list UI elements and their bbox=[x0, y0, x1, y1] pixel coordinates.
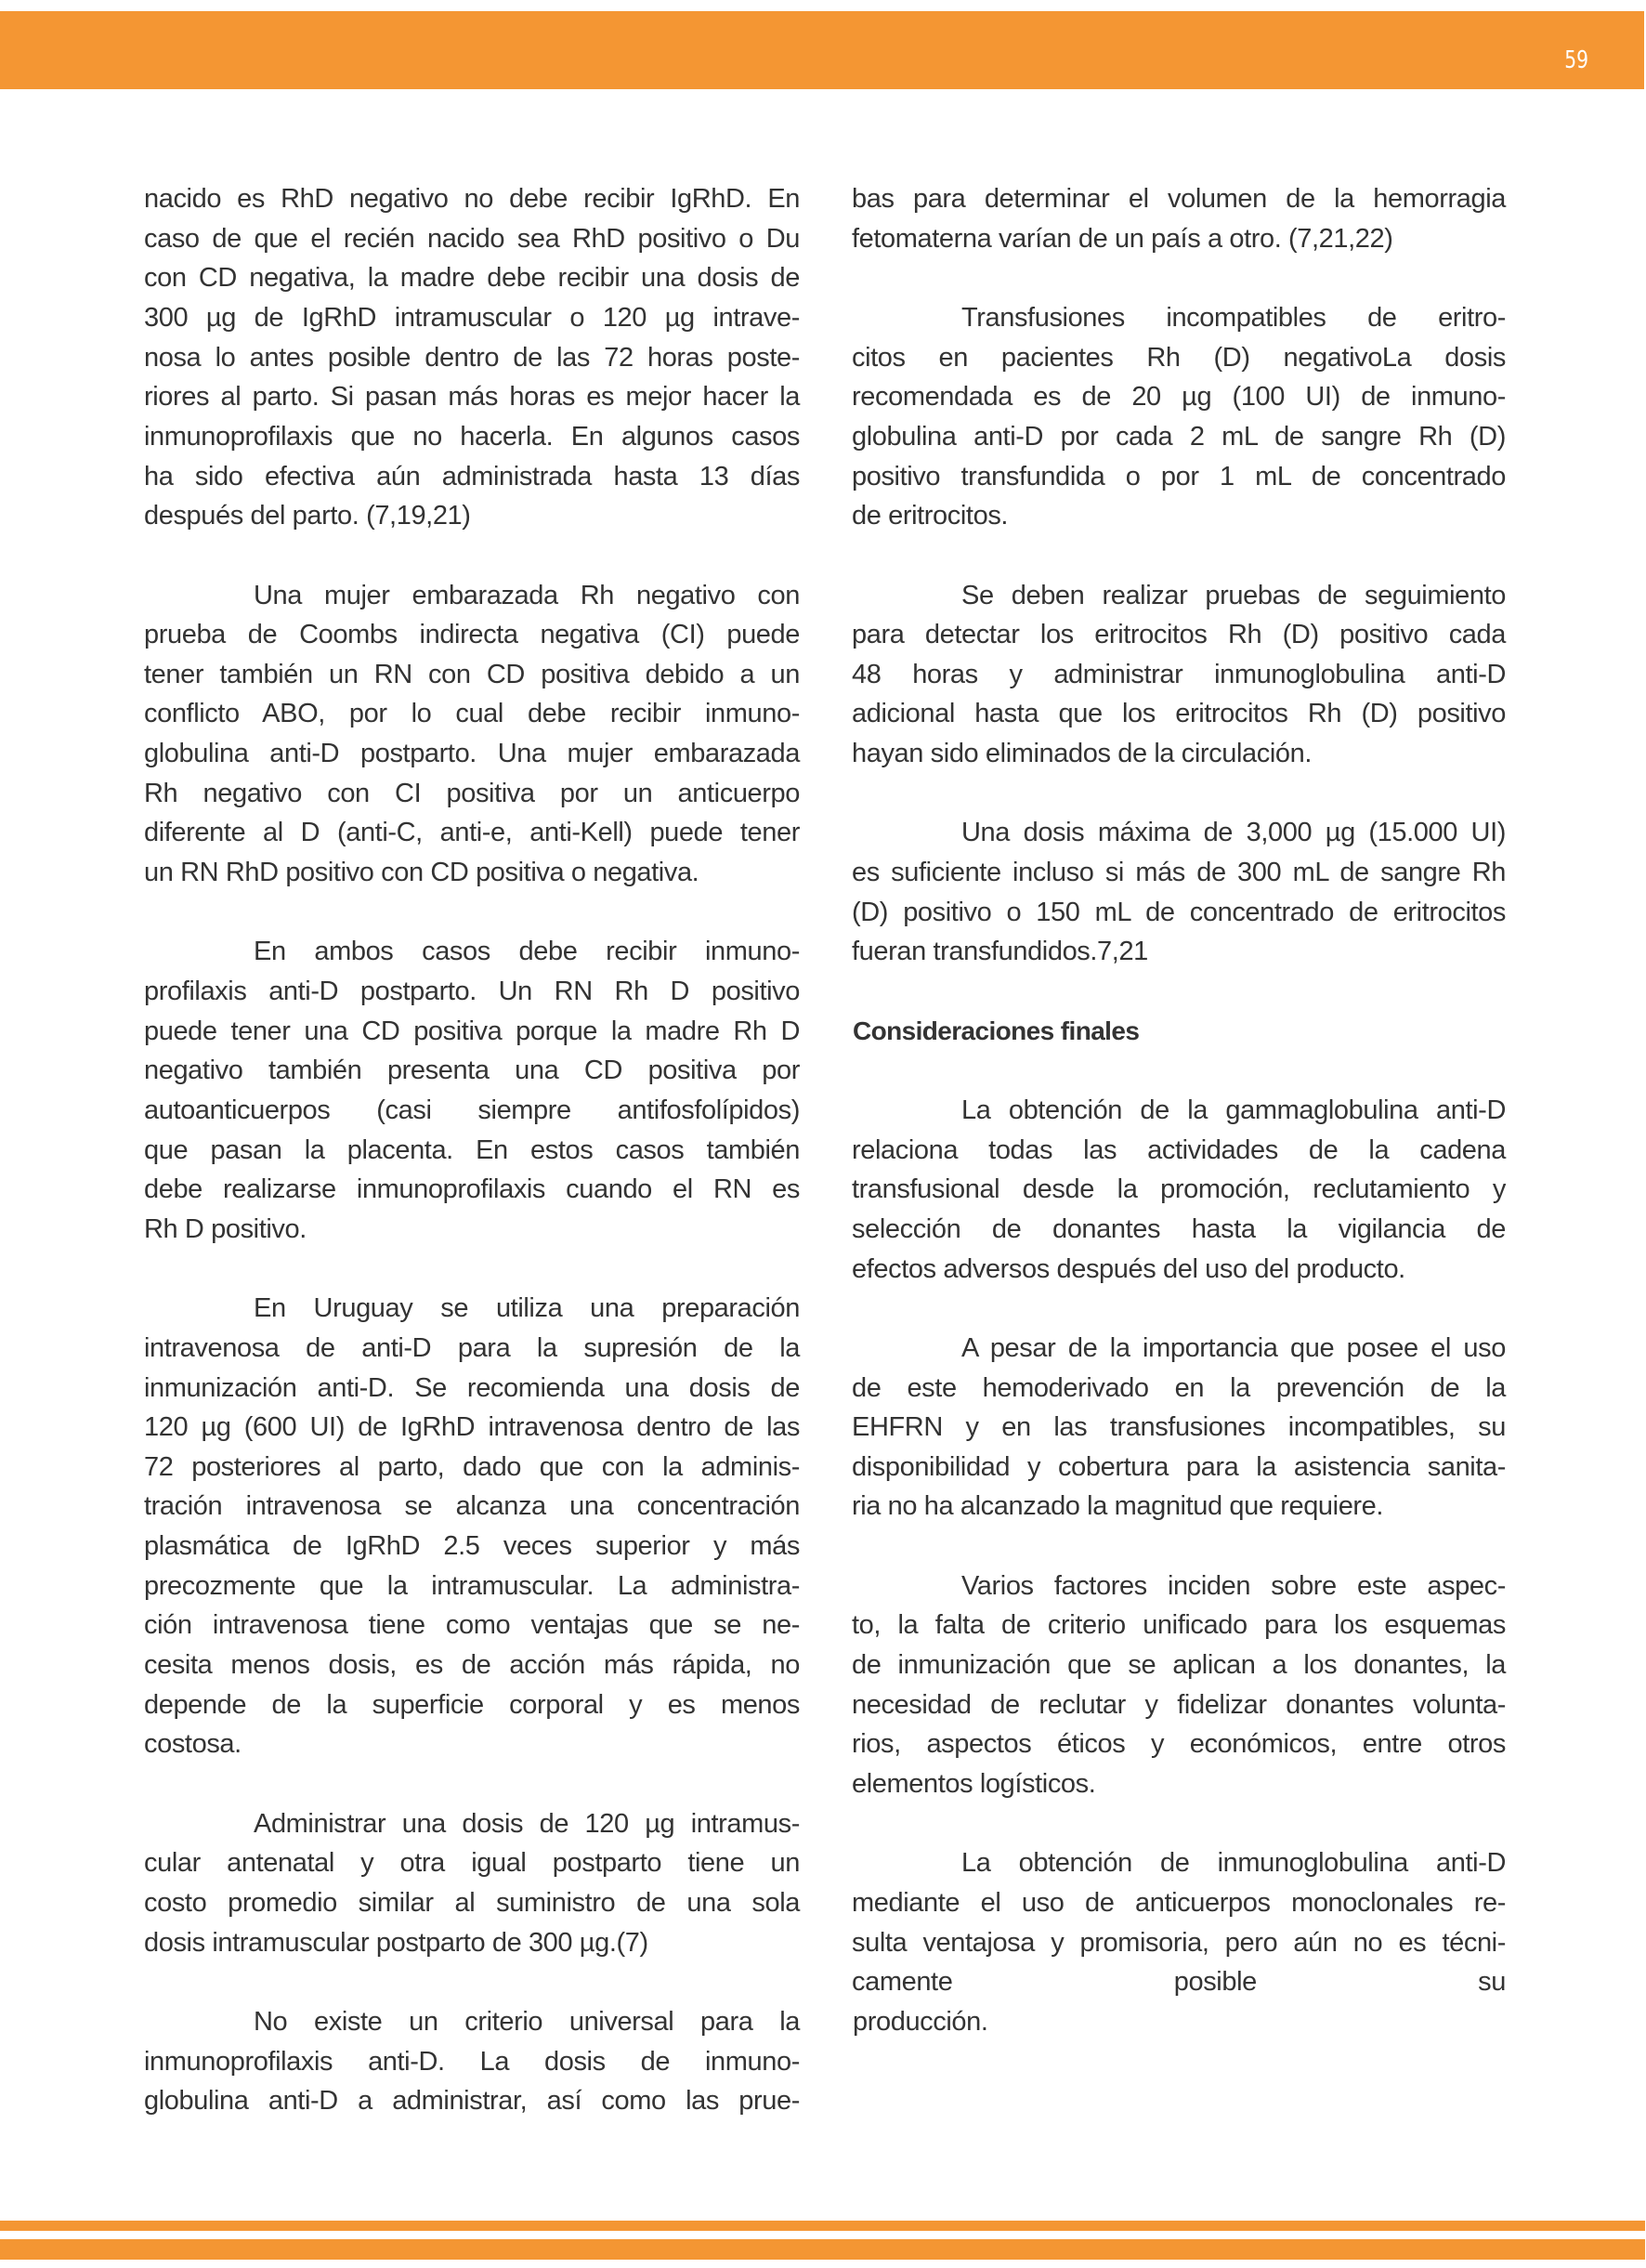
text-line: Una mujer embarazada Rh negativo con bbox=[254, 580, 800, 610]
text-line: transfusional desde la promoción, reclutamiento y bbox=[852, 1174, 1506, 1205]
text-line: efectos adversos después del uso del producto. bbox=[852, 1253, 1405, 1284]
text-line: Rh D positivo. bbox=[144, 1213, 307, 1244]
text-line: Una dosis máxima de 3,000 µg (15.000 UI) bbox=[961, 818, 1506, 848]
text-line: con CD negativa, la madre debe recibir una dosis de bbox=[144, 263, 800, 294]
page-number: 59 bbox=[1564, 46, 1588, 74]
text-line: adicional hasta que los eritrocitos Rh (D) positivo bbox=[852, 699, 1506, 729]
text-line: inmunoprofilaxis anti-D. La dosis de inmuno- bbox=[144, 2046, 800, 2077]
text-line: disponibilidad y cobertura para la asistencia sanita- bbox=[852, 1451, 1506, 1482]
text-line: No existe un criterio universal para la bbox=[254, 2006, 800, 2037]
text-line: hayan sido eliminados de la circulación. bbox=[852, 739, 1313, 769]
footer-bar-thin bbox=[0, 2221, 1645, 2231]
text-line: 300 µg de IgRhD intramuscular o 120 µg intrave- bbox=[144, 302, 800, 333]
text-line: citos en pacientes Rh (D) negativoLa dosis bbox=[852, 342, 1506, 373]
text-line: globulina anti-D por cada 2 mL de sangre Rh (D) bbox=[852, 421, 1506, 452]
text-line: fetomaterna varían de un país a otro. (7,21,22) bbox=[852, 223, 1393, 254]
text-line: 72 posteriores al parto, dado que con la adminis- bbox=[144, 1451, 800, 1482]
text-line: de inmunización que se aplican a los donantes, la bbox=[852, 1650, 1506, 1681]
text-line: ha sido efectiva aún administrada hasta 13 días bbox=[144, 461, 800, 492]
text-line: fueran transfundidos.7,21 bbox=[852, 937, 1148, 967]
text-line: to, la falta de criterio unificado para los esquemas bbox=[852, 1610, 1506, 1641]
text-line: tener también un RN con CD positiva debido a un bbox=[144, 659, 800, 689]
text-line: A pesar de la importancia que posee el uso bbox=[961, 1332, 1506, 1363]
text-line: debe realizarse inmunoprofilaxis cuando el RN es bbox=[144, 1174, 800, 1205]
text-line: En ambos casos debe recibir inmuno- bbox=[254, 937, 800, 967]
text-line: Administrar una dosis de 120 µg intramus- bbox=[254, 1808, 800, 1839]
text-line: 120 µg (600 UI) de IgRhD intravenosa dentro de las bbox=[144, 1412, 800, 1443]
text-line: recomendada es de 20 µg (100 UI) de inmuno- bbox=[852, 382, 1506, 413]
text-line: sulta ventajosa y promisoria, pero aún no es técni- bbox=[852, 1927, 1506, 1958]
text-line: de eritrocitos. bbox=[852, 501, 1009, 531]
text-line: elementos logísticos. bbox=[852, 1769, 1096, 1799]
text-line: Se deben realizar pruebas de seguimiento bbox=[961, 580, 1506, 610]
text-line: relaciona todas las actividades de la cadena bbox=[852, 1134, 1506, 1165]
text-line: ción intravenosa tiene como ventajas que se ne- bbox=[144, 1610, 800, 1641]
text-line: después del parto. (7,19,21) bbox=[144, 501, 471, 531]
text-line: nosa lo antes posible dentro de las 72 horas poste- bbox=[144, 342, 800, 373]
text-line: globulina anti-D a administrar, así como las prue- bbox=[144, 2086, 800, 2117]
text-line: intravenosa de anti-D para la supresión de la bbox=[144, 1332, 800, 1363]
text-line: La obtención de inmunoglobulina anti-D bbox=[961, 1848, 1506, 1879]
text-line: Varios factores inciden sobre este aspec- bbox=[961, 1570, 1506, 1601]
text-line: Rh negativo con CI positiva por un anticuerpo bbox=[144, 778, 800, 808]
text-line: costo promedio similar al suministro de una sola bbox=[144, 1887, 800, 1918]
text-line: En Uruguay se utiliza una preparación bbox=[254, 1293, 800, 1324]
text-line: EHFRN y en las transfusiones incompatibles, su bbox=[852, 1412, 1506, 1443]
text-line: puede tener una CD positiva porque la madre Rh D bbox=[144, 1016, 800, 1046]
text-line: selección de donantes hasta la vigilancia de bbox=[852, 1213, 1506, 1244]
text-line: ria no ha alcanzado la magnitud que requiere. bbox=[852, 1491, 1384, 1522]
text-line: autoanticuerpos (casi siempre antifosfolípidos) bbox=[144, 1095, 800, 1125]
text-line: plasmática de IgRhD 2.5 veces superior y más bbox=[144, 1531, 800, 1562]
text-line: nacido es RhD negativo no debe recibir IgRhD. En bbox=[144, 184, 800, 214]
text-line: producción. bbox=[853, 2006, 988, 2037]
text-line: (D) positivo o 150 mL de concentrado de eritrocitos bbox=[852, 897, 1506, 927]
text-line: es suficiente incluso si más de 300 mL de sangre Rh bbox=[852, 858, 1506, 888]
footer-bar-thick bbox=[0, 2239, 1645, 2260]
text-line: que pasan la placenta. En estos casos también bbox=[144, 1134, 800, 1165]
text-line: de este hemoderivado en la prevención de la bbox=[852, 1372, 1506, 1403]
text-line: un RN RhD positivo con CD positiva o negativa. bbox=[144, 858, 699, 888]
text-line: bas para determinar el volumen de la hemorragia bbox=[852, 184, 1506, 214]
page-header-band bbox=[0, 11, 1644, 89]
text-line: conflicto ABO, por lo cual debe recibir inmuno- bbox=[144, 699, 800, 729]
text-line: dosis intramuscular postparto de 300 µg.(7) bbox=[144, 1927, 648, 1958]
text-line: inmunización anti-D. Se recomienda una dosis de bbox=[144, 1372, 800, 1403]
text-line: riores al parto. Si pasan más horas es mejor hacer la bbox=[144, 382, 800, 413]
text-line: caso de que el recién nacido sea RhD positivo o Du bbox=[144, 223, 800, 254]
text-line: cesita menos dosis, es de acción más rápida, no bbox=[144, 1650, 800, 1681]
text-line: inmunoprofilaxis que no hacerla. En algunos casos bbox=[144, 421, 800, 452]
text-line: rios, aspectos éticos y económicos, entre otros bbox=[852, 1729, 1506, 1760]
text-line: globulina anti-D postparto. Una mujer embarazada bbox=[144, 739, 800, 769]
text-line: mediante el uso de anticuerpos monoclonales re- bbox=[852, 1887, 1506, 1918]
text-line: cular antenatal y otra igual postparto tiene un bbox=[144, 1848, 800, 1879]
text-line: prueba de Coombs indirecta negativa (CI) puede bbox=[144, 620, 800, 650]
text-line: camente posible su bbox=[852, 1967, 1506, 1998]
text-line: negativo también presenta una CD positiva por bbox=[144, 1055, 800, 1086]
text-line: 48 horas y administrar inmunoglobulina anti-D bbox=[852, 659, 1506, 689]
text-line: diferente al D (anti-C, anti-e, anti-Kell) puede tener bbox=[144, 818, 800, 848]
text-line: para detectar los eritrocitos Rh (D) positivo cada bbox=[852, 620, 1506, 650]
text-line: tración intravenosa se alcanza una concentración bbox=[144, 1491, 800, 1522]
text-line: necesidad de reclutar y fidelizar donantes volunta- bbox=[852, 1689, 1506, 1720]
text-line: La obtención de la gammaglobulina anti-D bbox=[961, 1095, 1506, 1125]
text-line: positivo transfundida o por 1 mL de concentrado bbox=[852, 461, 1506, 492]
text-line: Transfusiones incompatibles de eritro- bbox=[961, 302, 1506, 333]
section-heading: Consideraciones finales bbox=[853, 1016, 1140, 1045]
text-line: precozmente que la intramuscular. La administra- bbox=[144, 1570, 800, 1601]
text-line: profilaxis anti-D postparto. Un RN Rh D positivo bbox=[144, 977, 800, 1006]
text-line: costosa. bbox=[144, 1729, 242, 1760]
text-line: depende de la superficie corporal y es menos bbox=[144, 1689, 800, 1720]
